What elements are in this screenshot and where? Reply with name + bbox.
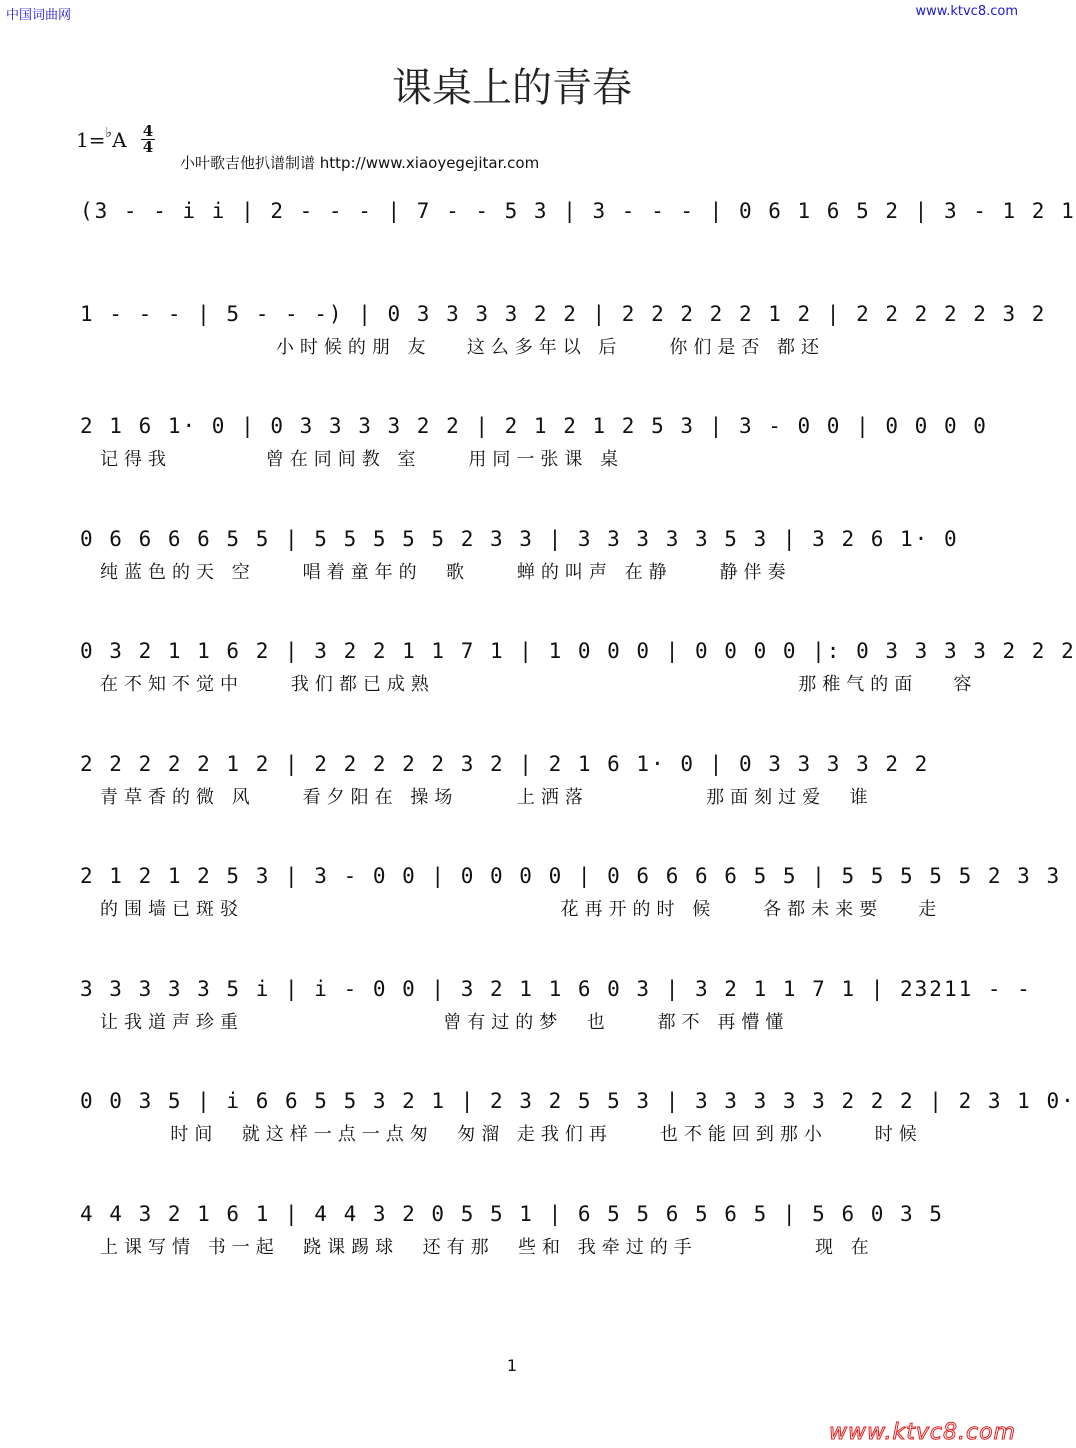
score-body xyxy=(80,186,1076,1311)
lyrics-line: 记得我 曾在同间教 室 用同一张课 桌 xyxy=(100,449,625,470)
score-line xyxy=(80,1086,1076,1199)
score-line xyxy=(80,749,960,862)
key-prefix: 1= xyxy=(76,128,106,152)
lyrics-line: 时间 就这样一点一点匆 匆溜 走我们再 也不能回到那小 时候 xyxy=(100,1124,923,1145)
score-line xyxy=(80,861,1062,974)
notation-line: (3 - - i i | 2 - - - | 7 - - 5 3 | 3 - - - | 0 6 1 6 5 2 | 3 - 1 2 1 xyxy=(80,199,1076,223)
lyrics-line: 纯蓝色的天 空 唱着童年的 歌 蝉的叫声 在静 静伴奏 xyxy=(100,561,792,583)
notation-line: 3 3 3 3 3 5 i | i - 0 0 | 3 2 1 1 6 0 3 | 3 2 1 1 7 1 | 23211 - - xyxy=(80,976,1032,1001)
notation-line: 1 - - - | 5 - - -) | 0 3 3 3 3 2 2 | 2 2 2 2 2 1 2 | 2 2 2 2 2 3 2 xyxy=(80,301,1047,326)
time-signature xyxy=(139,124,157,155)
score-line xyxy=(80,974,1032,1087)
notation-line: 4 4 3 2 1 6 1 | 4 4 3 2 0 5 5 1 | 6 5 5 6 5 6 5 | 5 6 0 3 5 xyxy=(80,1201,944,1226)
time-signature-bottom: 4 xyxy=(142,138,154,156)
score-line xyxy=(80,299,1047,412)
song-title: 课桌上的青春 xyxy=(392,65,632,111)
transcriber-credit: 小叶歌吉他扒谱制谱 http://www.xiaoyegejitar.com xyxy=(180,154,540,172)
notation-line: 0 3 2 1 1 6 2 | 3 2 2 1 1 7 1 | 1 0 0 0 | 0 0 0 0 |: 0 3 3 3 3 2 2 2 xyxy=(80,639,1076,663)
lyrics-line: 小时候的朋 友 这么多年以 后 你们是否 都还 xyxy=(100,336,826,358)
notation-line: 0 0 3 5 | i 6 6 5 5 3 2 1 | 2 3 2 5 5 3 | 3 3 3 3 3 2 2 2 | 2 3 1 0· xyxy=(80,1089,1076,1113)
key-signature xyxy=(76,125,127,152)
notation-line: 0 6 6 6 6 5 5 | 5 5 5 5 5 2 3 3 | 3 3 3 3 3 5 3 | 3 2 6 1· 0 xyxy=(80,526,959,551)
key-note: A xyxy=(112,128,127,152)
score-line xyxy=(80,524,960,637)
flat-symbol: ♭ xyxy=(105,125,113,141)
score-line xyxy=(80,186,1076,299)
notation-line: 2 2 2 2 2 1 2 | 2 2 2 2 2 3 2 | 2 1 6 1· 0 | 0 3 3 3 3 2 2 xyxy=(80,751,930,776)
site-url-right[interactable]: www.ktvc8.com xyxy=(915,4,1018,19)
score-line xyxy=(80,636,1076,749)
notation-line: 2 1 2 1 2 5 3 | 3 - 0 0 | 0 0 0 0 | 0 6 6 6 6 5 5 | 5 5 5 5 5 2 3 3 xyxy=(80,864,1062,888)
notation-line: 2 1 6 1· 0 | 0 3 3 3 3 2 2 | 2 1 2 1 2 5 3 | 3 - 0 0 | 0 0 0 0 xyxy=(80,414,988,438)
lyrics-line: 上课写情 书一起 跷课踢球 还有那 些和 我牵过的手 现 在 xyxy=(100,1236,875,1258)
lyrics-line: 在不知不觉中 我们都已成熟 那稚气的面 容 xyxy=(100,674,978,695)
score-line xyxy=(80,411,988,524)
footer-logo[interactable]: www.ktvc8.com xyxy=(828,1420,1016,1445)
page-number: 1 xyxy=(506,1356,518,1375)
time-signature-top: 4 xyxy=(142,122,154,140)
score-line xyxy=(80,1199,960,1312)
site-name-left[interactable]: 中国词曲网 xyxy=(6,8,72,23)
lyrics-line: 的围墙已斑驳 花再开的时 候 各都未来要 走 xyxy=(100,899,943,920)
lyrics-line: 让我道声珍重 曾有过的梦 也 都不 再懵懂 xyxy=(100,1011,790,1033)
lyrics-line: 青草香的微 风 看夕阳在 操场 上洒落 那面刻过爱 谁 xyxy=(100,786,874,808)
